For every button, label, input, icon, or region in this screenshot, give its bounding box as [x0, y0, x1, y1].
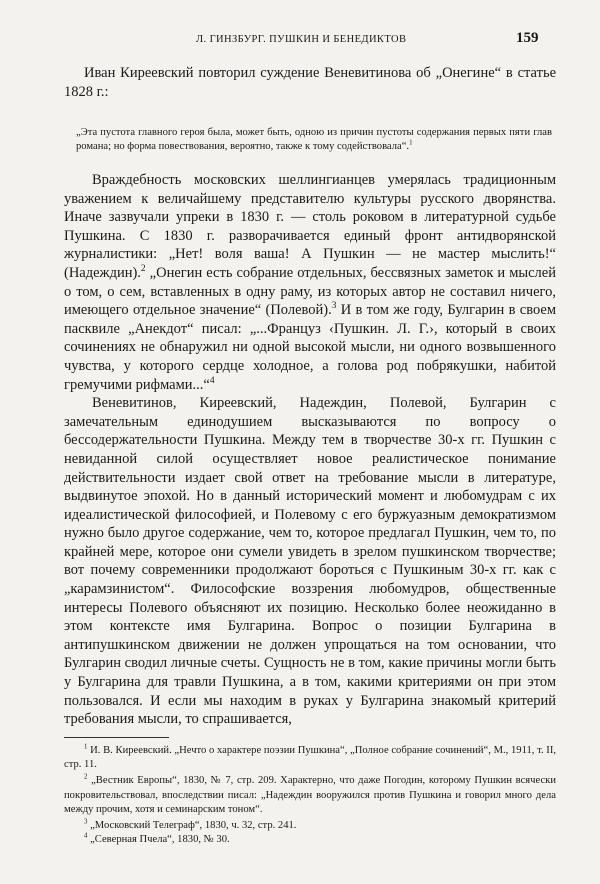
footnote-ref-1: 1: [409, 139, 413, 147]
footnote-4: [64, 833, 556, 847]
footnotes: [64, 744, 556, 847]
paragraph-1: [64, 171, 556, 394]
block-quote: [76, 126, 552, 154]
footnote-text: И. В. Киреевский. „Нечто о характере поэзии Пушкина“, „Полное собрание сочинений“, М., 1911, т. II, стр. 11.: [64, 745, 556, 771]
footnote-text: „Северная Пчела“, 1830, № 30.: [87, 834, 230, 846]
quote-text: „Эта пустота главного героя была, может быть, одною из причин пустоты содержания первых пяти глав романа; но форма повествования, вероятно, также к тому содействовала“.: [76, 127, 552, 153]
footnote-ref-3: 3: [331, 301, 337, 312]
footnote-mark: 3: [84, 818, 88, 826]
footnote-ref-2: 2: [140, 264, 146, 275]
footnote-text: „Вестник Европы“, 1830, № 7, стр. 209. Характерно, что даже Погодин, которому Пушкин всячески покровительствовал, впоследствии писал: „Надеждин вооружился против Пушкина и говорил много дела между прочим, хотя и семинарским тоном“.: [64, 775, 556, 815]
footnote-text: „Московский Телеграф“, 1830, ч. 32, стр. 241.: [87, 820, 297, 832]
footnote-mark: 1: [84, 743, 88, 751]
p1-part-a: Враждебность московских шеллингианцев умерялась традиционным уважением к величайшему представителю культуры русского дворянства. Иначе зазвучали упреки в 1830 г. — столь роковом в литературной судьбе Пушкина. С 1830 г. разворачивается единый фронт антидворянской журналистики: „Нет! воля ваша! А Пушкин — не мастер мыслить!“ (Надеждин).: [64, 172, 556, 281]
footnote-mark: 2: [84, 773, 88, 781]
p1-part-b: „Онегин есть собрание отдельных, бессвязных заметок и мыслей о том, о сем, вставленных в одну раму, из которых автор не составил ничего, имеющего отдельное значение“ (Полевой).: [64, 264, 556, 319]
footnote-1: [64, 744, 556, 772]
footnote-2: [64, 774, 556, 817]
p1-part-c: И в том же году, Булгарин в своем пасквиле „Анекдот“ писал: „...Француз ‹Пушкин. Л. Г.›, который в своих сочинениях не обнаружил ни одной высокой мысли, ни одного возвышенного чувства, у которого сердце холодное, а голова род побрякушки, набитой гремучими рифмами...“: [64, 302, 556, 393]
footnote-divider: [64, 737, 169, 738]
footnote-3: [64, 819, 556, 833]
footnote-mark: 4: [84, 832, 88, 840]
intro-paragraph: Иван Киреевский повторил суждение Веневитинова об „Онегине“ в статье 1828 г.:: [64, 65, 556, 100]
footnote-ref-4: 4: [209, 375, 215, 386]
paragraph-2: Веневитинов, Киреевский, Надеждин, Полевой, Булгарин с замечательным единодушием высказываются по вопросу о бессодержательности Пушкина. Между тем в творчестве 30-х гг. Пушкин с невиданной силой осуществляет новое реалистическое понимание действительности издает свой ответ на требование мысли в литературе, выдвинутое эпохой. Но в данный исторический момент и любомудрам с их идеалистической философией, и Полевому с его буржуазным демократизмом нужно было другое содержание, чем то, которое предлагал Пушкин, чем то, по крайней мере, которое они сумели увидеть в зрелом пушкинском творчестве; вот почему современники продолжают бороться с Пушкиным 30-х гг. как с „карамзинистом“. Философские воззрения любомудров, общественные интересы Полевого объясняют их позицию. Несколько более неожиданно в этом контексте имя Булгарина. Вопрос о позиции Булгарина в антипушкинском движении не должен упрощаться на том основании, что Булгарин сводил личные счеты. Сущность не в том, какие причины могли быть у Булгарина для травли Пушкина, а в том, какими критериями он при этом пользовался. И если мы находим в руках у Булгарина знакомый критерий требования мысли, то спрашивается,: [64, 395, 556, 728]
page-number: 159: [516, 30, 539, 46]
body-text: [64, 171, 556, 729]
running-header: Л. ГИНЗБУРГ. ПУШКИН И БЕНЕДИКТОВ: [196, 34, 407, 45]
